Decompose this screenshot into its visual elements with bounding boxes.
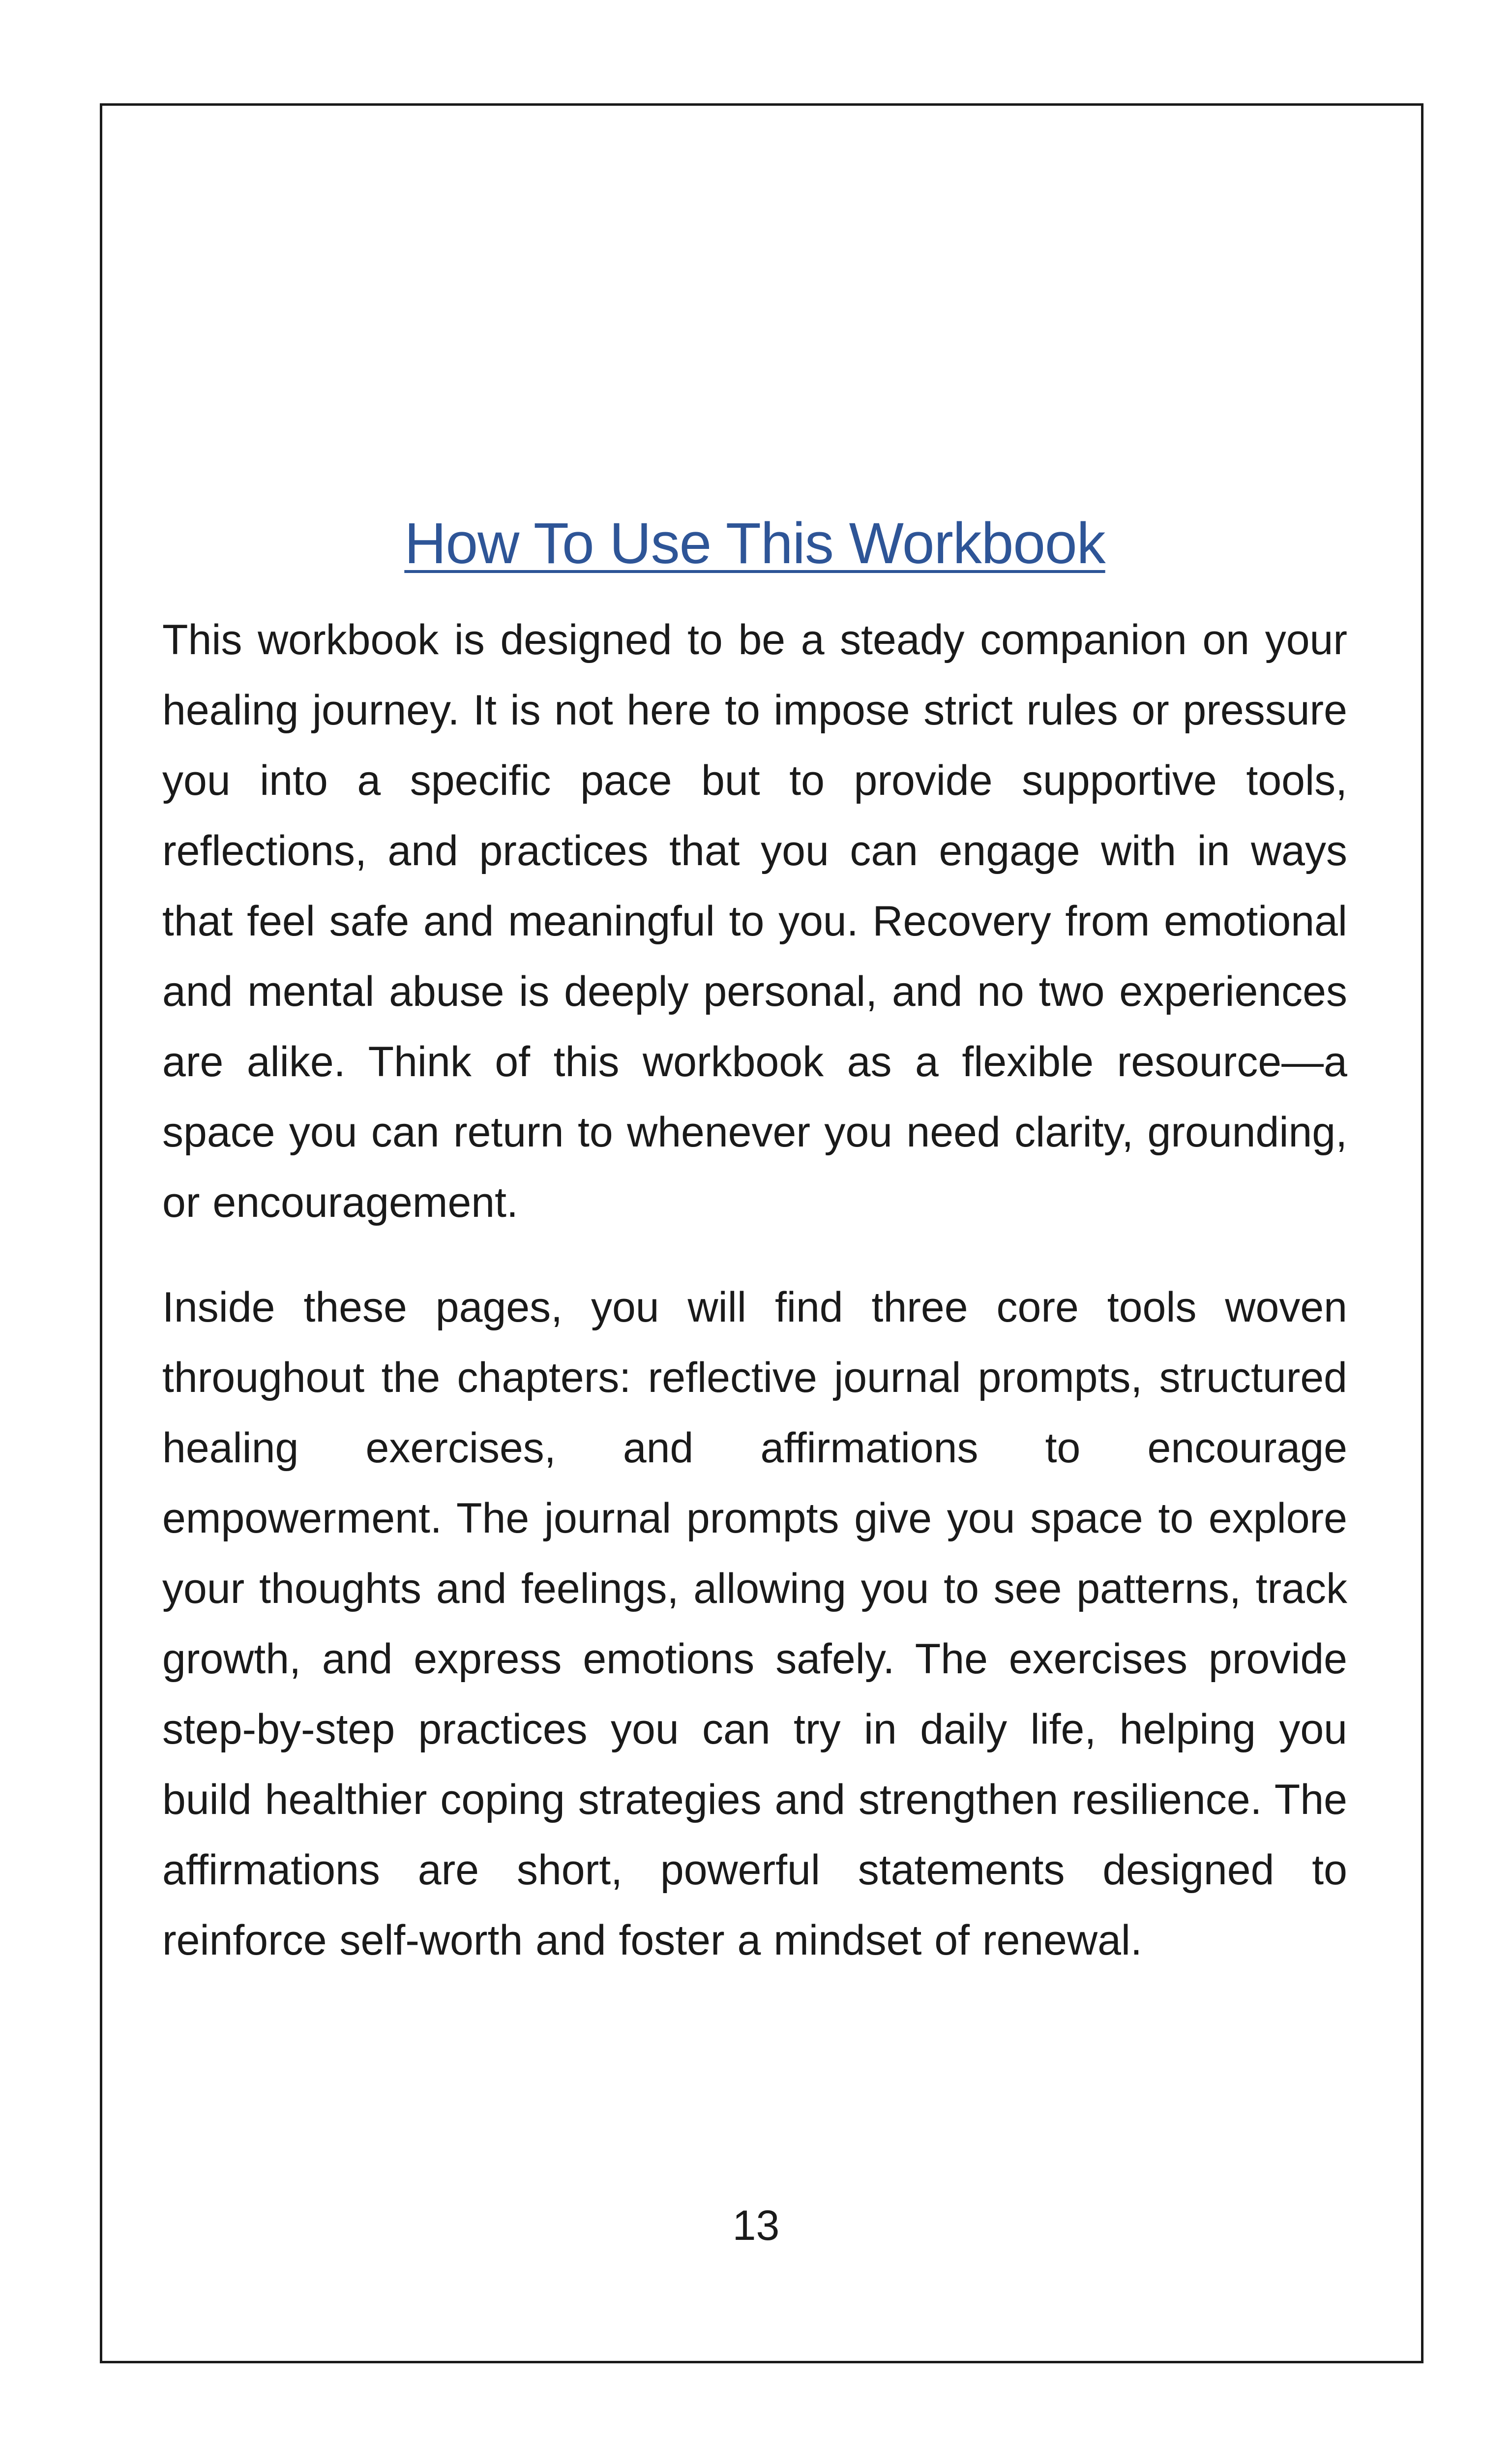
page-title: How To Use This Workbook: [404, 511, 1105, 576]
body-paragraph-1: This workbook is designed to be a steady companion on your healing journey. It is not here to impose strict rules or pressure you into a specific pace but to provide supportive tools, reflections, and practices that you can engage with in ways that feel safe and meaningful to you. Recovery from emotional and mental abuse is deeply personal, and no two experiences are alike. Think of this workbook as a flexible resource—a space you can return to whenever you need clarity, grounding, or encouragement.: [162, 616, 1347, 1226]
page-content: [162, 507, 1347, 2010]
body-paragraph-2: Inside these pages, you will find three core tools woven throughout the chapters: reflective journal prompts, structured healing exercises, and affirmations to encourage empowerment. The journal prompts give you space to explore your thoughts and feelings, allowing you to see patterns, track growth, and express emotions safely. The exercises provide step-by-step practices you can try in daily life, helping you build healthier coping strategies and strengthen resilience. The affirmations are short, powerful statements designed to reinforce self-worth and foster a mindset of renewal.: [162, 1284, 1347, 1964]
page-number: 13: [732, 2202, 780, 2249]
